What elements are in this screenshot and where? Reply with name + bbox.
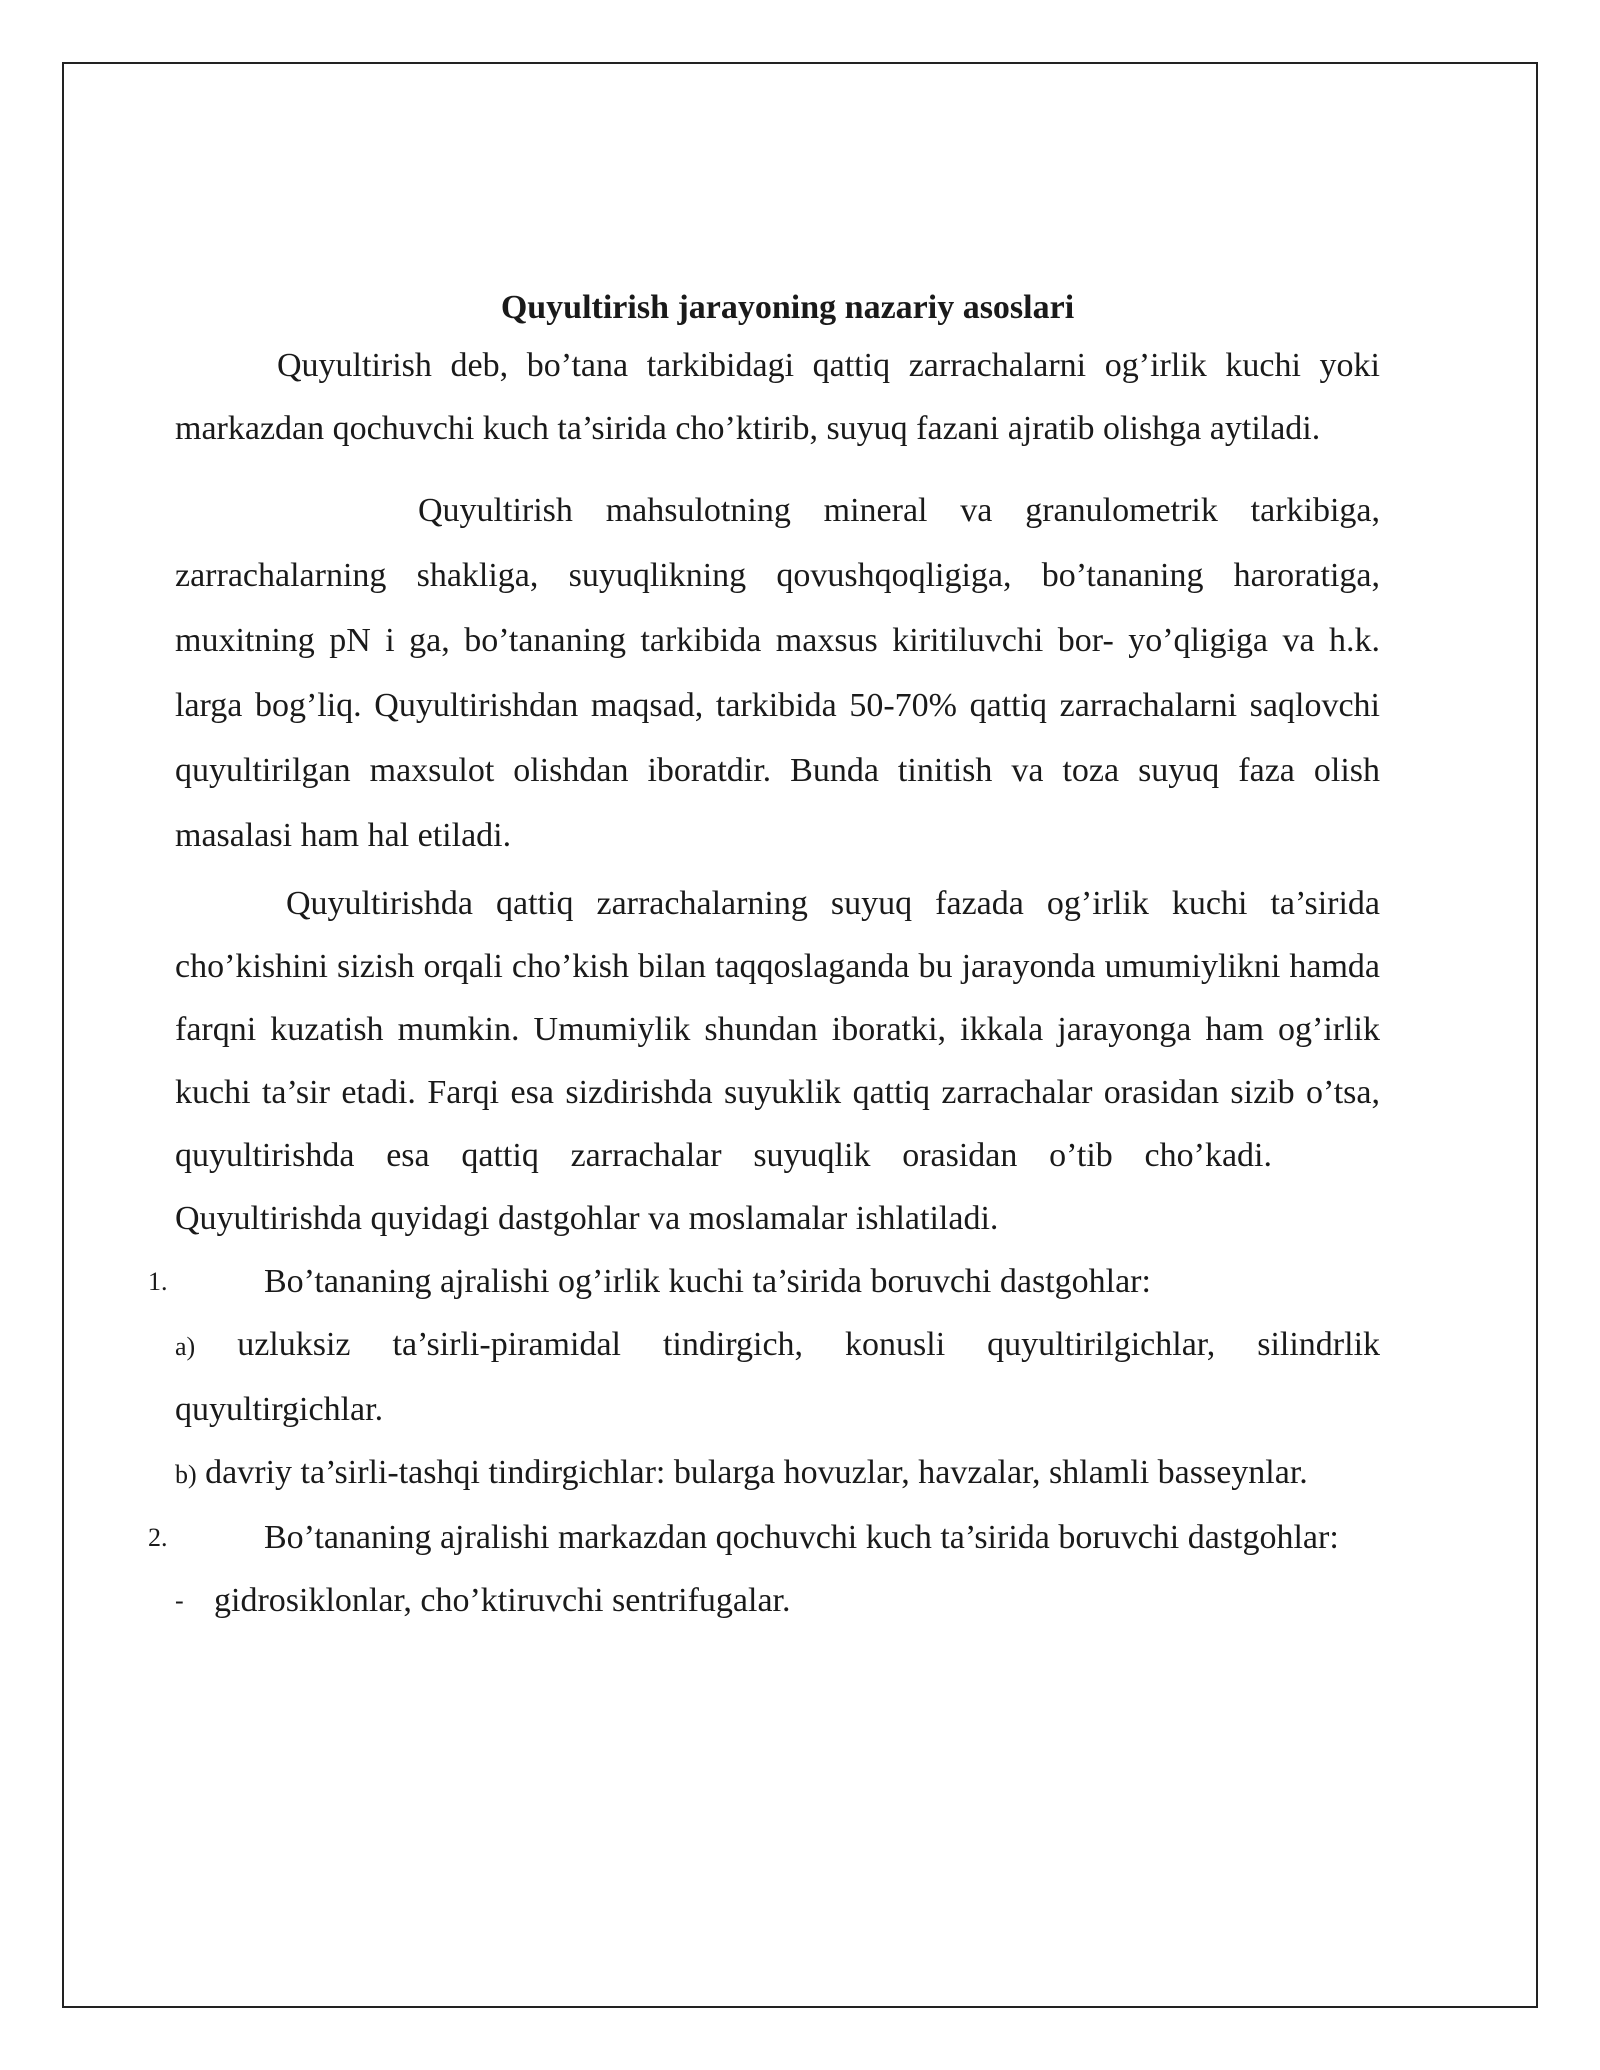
dash-item-1 <box>175 1569 1380 1632</box>
list-number-1: 1. <box>148 1267 168 1296</box>
sub-item-a-marker: a) <box>175 1332 196 1361</box>
paragraph-1: Quyultirish deb, bo’tana tarkibidagi qattiq zarrachalarni og’irlik kuchi yoki markazdan qochuvchi kuch ta’sirida cho’ktirib, suyuq fazani ajratib olishga aytiladi. <box>175 347 1380 447</box>
sub-item-b <box>175 1441 1380 1506</box>
paragraph-3 <box>175 872 1380 1250</box>
list-item-1-text: Bo’tananing ajralishi og’irlik kuchi ta’sirida boruvchi dastgohlar: <box>264 1263 1151 1300</box>
sub-item-b-text: davriy ta’sirli-tashqi tindirgichlar: bularga hovuzlar, havzalar, shlamli basseynlar. <box>205 1454 1308 1491</box>
sub-item-a-text: uzluksiz ta’sirli-piramidal tindirgich, konusli quyultirilgichlar, silindrlik quyultirgichlar. <box>175 1326 1381 1428</box>
sub-item-b-marker: b) <box>175 1460 197 1489</box>
list-item-2 <box>148 1506 1380 1569</box>
document-body <box>148 282 1381 1632</box>
list-number-2: 2. <box>148 1523 168 1552</box>
paragraph-3-text: Quyultirishda qattiq zarrachalarning suyuq fazada og’irlik kuchi ta’sirida cho’kishini sizish orqali cho’kish bilan taqqoslaganda bu jarayonda umumiylikni hamda farqni kuzatish mumkin. Umumiylik shundan iboratki, ikkala jarayonga ham og’irlik kuchi ta’sir etadi. Farqi esa sizdirishda suyuklik qattiq zarrachalar orasidan sizib o’tsa, quyultirishda esa qattiq zarrachalar suyuqlik orasidan o’tib cho’kadi. <box>175 885 1380 1174</box>
dash-marker: - <box>175 1586 184 1615</box>
list-item-2-text: Bo’tananing ajralishi markazdan qochuvchi kuch ta’sirida boruvchi dastgohlar: <box>264 1519 1339 1556</box>
sub-item-a <box>175 1313 1380 1441</box>
paragraph-3-tail: Quyultirishda quyidagi dastgohlar va moslamalar ishlatiladi. <box>175 1200 999 1237</box>
paragraph-2: Quyultirish mahsulotning mineral va granulometrik tarkibiga, zarrachalarning shakliga, suyuqlikning qovushqoqligiga, bo’tananing haroratiga, muxitning pN i ga, bo’tananing tarkibida maxsus kiritiluvchi bor- yo’qligiga va h.k. larga bog’liq. Quyultirishdan maqsad, tarkibida 50-70% qattiq zarrachalarni saqlovchi quyultirilgan maxsulot olishdan iboratdir. Bunda tinitish va toza suyuq faza olish masalasi ham hal etiladi. <box>175 492 1380 854</box>
list-item-1 <box>148 1250 1380 1313</box>
dash-item-1-text: gidrosiklonlar, cho’ktiruvchi sentrifugalar. <box>214 1582 791 1619</box>
document-title: Quyultirish jarayoning nazariy asoslari <box>500 289 1075 326</box>
